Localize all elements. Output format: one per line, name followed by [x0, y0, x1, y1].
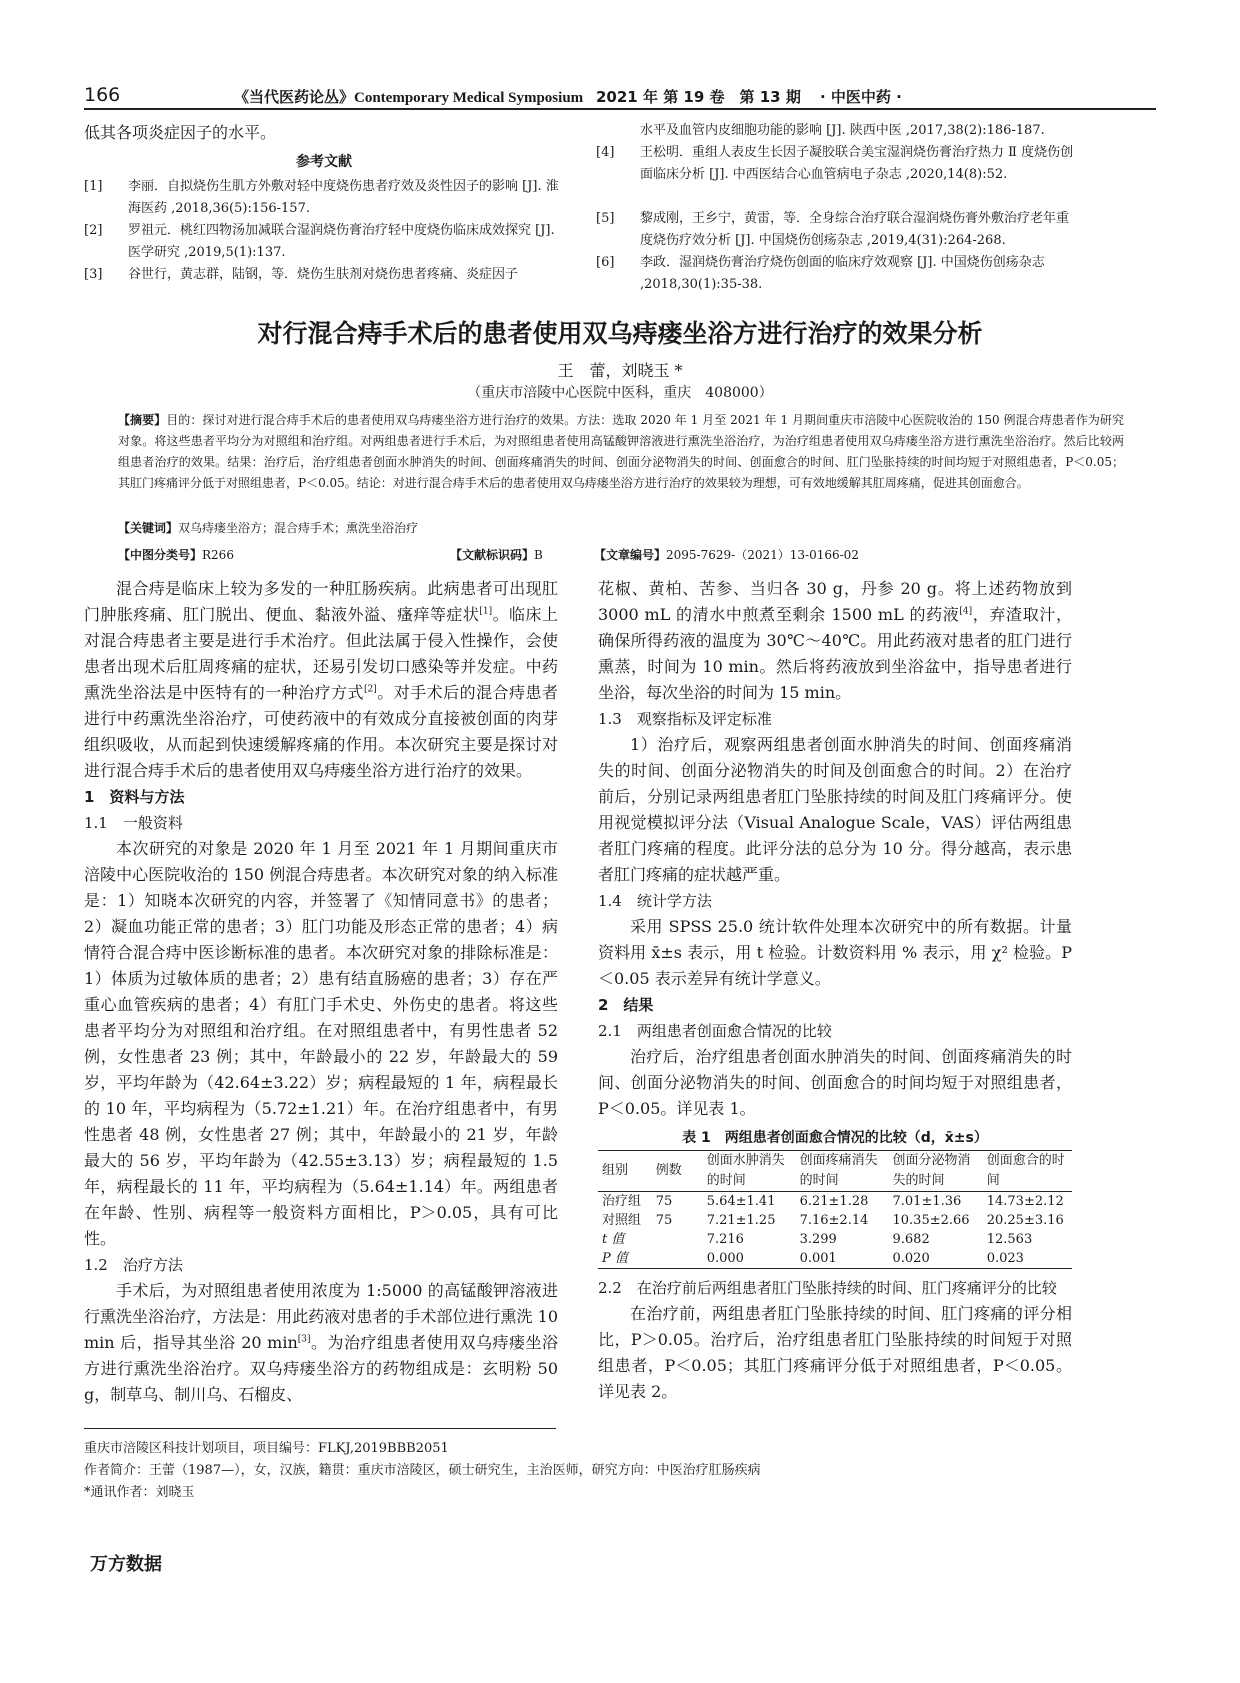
reference-item: [5] 黎成刚，王乡宁，黄雷，等．全身综合治疗联合湿润烧伤膏外敷治疗老年重度烧伤疗效分析 [J]. 中国烧伤创疡杂志 ,2019,4(31):264-268.	[596, 211, 1070, 248]
reference-item: [2] 罗祖元．桃红四物汤加减联合湿润烧伤膏治疗轻中度烧伤临床成效探究 [J]. 医学研究 ,2019,5(1):137.	[84, 223, 555, 260]
subsection-heading: 1.2 治疗方法	[84, 1256, 183, 1274]
page-number: 166	[84, 84, 121, 106]
header-rule	[84, 108, 1156, 110]
running-header	[84, 78, 1156, 110]
clc-label: 【中图分类号】	[118, 548, 203, 562]
reference-item: [6] 李政．湿润烧伤膏治疗烧伤创面的临床疗效观察 [J]. 中国烧伤创疡杂志 ,2018,30(1):35-38.	[596, 255, 1045, 292]
intro-paragraph: 混合痔是临床上较为多发的一种肛肠疾病。此病患者可出现肛门肿胀疼痛、肛门脱出、便血、黏液外溢、瘙痒等症状[1]。临床上对混合痔患者主要是进行手术治疗。但此法属于侵入性操作，会使患者出现术后肛周疼痛的症状，还易引发切口感染等并发症。中药熏洗坐浴法是中医特有的一种治疗方式[2]。对手术后的混合痔患者进行中药熏洗坐浴治疗，可使药液中的有效成分直接被创面的肉芽组织吸收，从而起到快速缓解疼痛的作用。本次研究主要是探讨对进行混合痔手术后的患者使用双乌痔瘘坐浴方进行治疗的效果。	[84, 579, 558, 780]
keywords	[118, 518, 1124, 539]
table-row: 治疗组 75 5.64±1.41 6.21±1.28 7.01±1.36 14.73±2.12	[602, 1194, 1064, 1209]
prev-article-tail: 低其各项炎症因子的水平。	[84, 123, 277, 142]
footnote-rule	[84, 1428, 556, 1429]
watermark-text: 万方数据	[90, 1554, 162, 1575]
table-row: P 值 0.000 0.001 0.020 0.023	[602, 1251, 1024, 1266]
treatment-continued-paragraph: 花椒、黄柏、苦参、当归各 30 g，丹参 20 g。将上述药物放到 3000 mL 的清水中煎煮至剩余 1500 mL 的药液[4]，弃渣取汁，确保所得药液的温度为 30℃～40℃。用此药液对患者的肛门进行熏蒸，时间为 10 min。然后将药液放到坐浴盆中，指导患者进行坐浴，每次坐浴的时间为 15 min。	[598, 579, 1072, 702]
article-title: 对行混合痔手术后的患者使用双乌痔瘘坐浴方进行治疗的效果分析	[257, 319, 983, 348]
table-header-cell: 创面愈合的时间	[986, 1153, 1065, 1188]
subsection-heading: 1.4 统计学方法	[598, 892, 712, 910]
reference-item: [4] 王松明．重组人表皮生长因子凝胶联合美宝湿润烧伤膏治疗热力 Ⅱ 度烧伤创面临床分析 [J]. 中西医结合心血管病电子杂志 ,2020,14(8):52.	[596, 145, 1074, 182]
subsection-heading: 2.2 在治疗前后两组患者肛门坠胀持续的时间、肛门疼痛评分的比较	[598, 1279, 1057, 1297]
table-header-cell: 创面分泌物消失的时间	[892, 1153, 971, 1188]
results-paragraph: 治疗后，治疗组患者创面水肿消失的时间、创面疼痛消失的时间、创面分泌物消失的时间、创面愈合的时间均短于对照组患者，P＜0.05。详见表 1。	[598, 1047, 1072, 1118]
table-title: 表 1 两组患者创面愈合情况的比较（d，x̄±s）	[682, 1130, 988, 1146]
article-affiliation: （重庆市涪陵中心医院中医科，重庆 408000）	[467, 385, 773, 401]
body-left-column	[84, 576, 558, 1408]
section-heading: 1 资料与方法	[84, 788, 185, 806]
table-row: t 值 7.216 3.299 9.682 12.563	[602, 1232, 1033, 1247]
table-header-row	[598, 1151, 1072, 1192]
body-right-column	[598, 576, 1072, 1405]
footnote-fund: 重庆市涪陵区科技计划项目，项目编号：FLKJ,2019BBB2051	[84, 1441, 449, 1456]
results-table	[598, 1150, 1072, 1269]
abstract-text: 目的：探讨对进行混合痔手术后的患者使用双乌痔瘘坐浴方进行治疗的效果。方法：选取 2020 年 1 月至 2021 年 1 月期间重庆市涪陵中心医院收治的 150 例混合痔患者作为研究对象。将这些患者平均分为对照组和治疗组。对两组患者进行手术后，为对照组患者使用高锰酸钾溶液进行熏洗坐浴治疗，为治疗组患者使用双乌痔瘘坐浴方进行熏洗坐浴治疗。然后比较两组患者治疗的效果。结果：治疗后，治疗组患者创面水肿消失的时间、创面疼痛消失的时间、创面分泌物消失的时间、创面愈合的时间、肛门坠胀持续的时间均短于对照组患者，P＜0.05；其肛门疼痛评分低于对照组患者，P＜0.05。结论：对进行混合痔手术后的患者使用双乌痔瘘坐浴方进行治疗的效果较为理想，可有效地缓解其肛周疼痛，促进其创面愈合。	[118, 413, 1124, 490]
references-title: 参考文献	[296, 154, 352, 170]
doc-code-label: 【文献标识码】	[450, 548, 535, 562]
abstract	[118, 410, 1124, 494]
statistics-paragraph: 采用 SPSS 25.0 统计软件处理本次研究中的所有数据。计量资料用 x̄±s 表示，用 t 检验。计数资料用 % 表示，用 χ² 检验。P＜0.05 表示差异有统计学意义。	[598, 917, 1072, 988]
section-name: · 中医中药 ·	[820, 88, 902, 106]
table-header-cell: 创面疼痛消失的时间	[799, 1153, 878, 1188]
keywords-label: 【关键词】	[118, 521, 179, 535]
article-authors: 王 蕾，刘晓玉 *	[557, 361, 683, 380]
section-heading: 2 结果	[598, 996, 654, 1014]
footnote-corresponding: *通讯作者：刘晓玉	[84, 1485, 195, 1500]
results-paragraph-2: 在治疗前，两组患者肛门坠胀持续的时间、肛门疼痛的评分相比，P＞0.05。治疗后，治疗组患者肛门坠胀持续的时间短于对照组患者，P＜0.05；其肛门疼痛评分低于对照组患者，P＜0.05。详见表 2。	[598, 1304, 1072, 1401]
treatment-paragraph: 手术后，为对照组患者使用浓度为 1:5000 的高锰酸钾溶液进行熏洗坐浴治疗，方法是：用此药液对患者的手术部位进行熏洗 10 min 后，指导其坐浴 20 min[3]。为治疗组患者使用双乌痔瘘坐浴方进行熏洗坐浴治疗。双乌痔瘘坐浴方的药物组成是：玄明粉 50 g，制草乌、制川乌、石榴皮、	[84, 1281, 558, 1404]
clc-value: R266	[202, 548, 234, 562]
classification-line	[118, 546, 1124, 568]
article-no-label: 【文章编号】	[594, 548, 667, 562]
footnote-author-intro: 作者简介：王蕾（1987—），女，汉族，籍贯：重庆市涪陵区，硕士研究生，主治医师，研究方向：中医治疗肛肠疾病	[84, 1463, 761, 1478]
subsection-heading: 1.1 一般资料	[84, 814, 183, 832]
reference-item: [1] 李丽．自拟烧伤生肌方外敷对轻中度烧伤患者疗效及炎性因子的影响 [J]. 淮海医药 ,2018,36(5):156-157.	[84, 179, 559, 216]
abstract-label: 【摘要】	[118, 413, 167, 427]
subsection-heading: 1.3 观察指标及评定标准	[598, 710, 772, 728]
reference-continuation: 水平及血管内皮细胞功能的影响 [J]. 陕西中医 ,2017,38(2):186-187.	[640, 123, 1045, 138]
table-header-cell: 组别	[602, 1163, 629, 1178]
issue-info: 2021 年 第 19 卷 第 13 期	[596, 88, 801, 106]
keywords-text: 双乌痔瘘坐浴方；混合痔手术；熏洗坐浴治疗	[178, 521, 419, 535]
article-no-value: 2095-7629-（2021）13-0166-02	[666, 548, 859, 562]
doc-code-value: B	[534, 548, 543, 562]
journal-name: 《当代医药论丛》Contemporary Medical Symposium	[234, 90, 584, 106]
indicators-paragraph: 1）治疗后，观察两组患者创面水肿消失的时间、创面疼痛消失的时间、创面分泌物消失的时间及创面愈合的时间。2）在治疗前后，分别记录两组患者肛门坠胀持续的时间及肛门疼痛评分。使用视觉模拟评分法（Visual Analogue Scale，VAS）评估两组患者肛门疼痛的程度。此评分法的总分为 10 分。得分越高，表示患者肛门疼痛的症状越严重。	[598, 735, 1072, 884]
general-data-paragraph: 本次研究的对象是 2020 年 1 月至 2021 年 1 月期间重庆市涪陵中心医院收治的 150 例混合痔患者。本次研究对象的纳入标准是：1）知晓本次研究的内容，并签署了《知情同意书》的患者；2）凝血功能正常的患者；3）肛门功能及形态正常的患者；4）病情符合混合痔中医诊断标准的患者。本次研究对象的排除标准是：1）体质为过敏体质的患者；2）患有结直肠癌的患者；3）存在严重心血管疾病的患者；4）有肛门手术史、外伤史的患者。将这些患者平均分为对照组和治疗组。在对照组患者中，有男性患者 52 例，女性患者 23 例；其中，年龄最小的 22 岁，年龄最大的 59 岁，平均年龄为（42.64±3.22）岁；病程最短的 1 年，病程最长的 10 年，平均病程为（5.72±1.21）年。在治疗组患者中，有男性患者 48 例，女性患者 27 例；其中，年龄最小的 21 岁，年龄最大的 56 岁，平均年龄为（42.55±3.13）岁；病程最短的 1.5 年，病程最长的 11 年，平均病程为（5.64±1.14）年。两组患者在年龄、性别、病程等一般资料方面相比，P＞0.05，具有可比性。	[84, 839, 558, 1248]
table-header-cell: 例数	[655, 1163, 682, 1178]
table-row: 对照组 75 7.21±1.25 7.16±2.14 10.35±2.66 20.25±3.16	[602, 1213, 1064, 1228]
reference-item: [3] 谷世行，黄志群，陆钢，等．烧伤生肤剂对烧伤患者疼痛、炎症因子	[84, 267, 519, 282]
subsection-heading: 2.1 两组患者创面愈合情况的比较	[598, 1022, 832, 1040]
table-header-cell: 创面水肿消失的时间	[706, 1153, 785, 1188]
